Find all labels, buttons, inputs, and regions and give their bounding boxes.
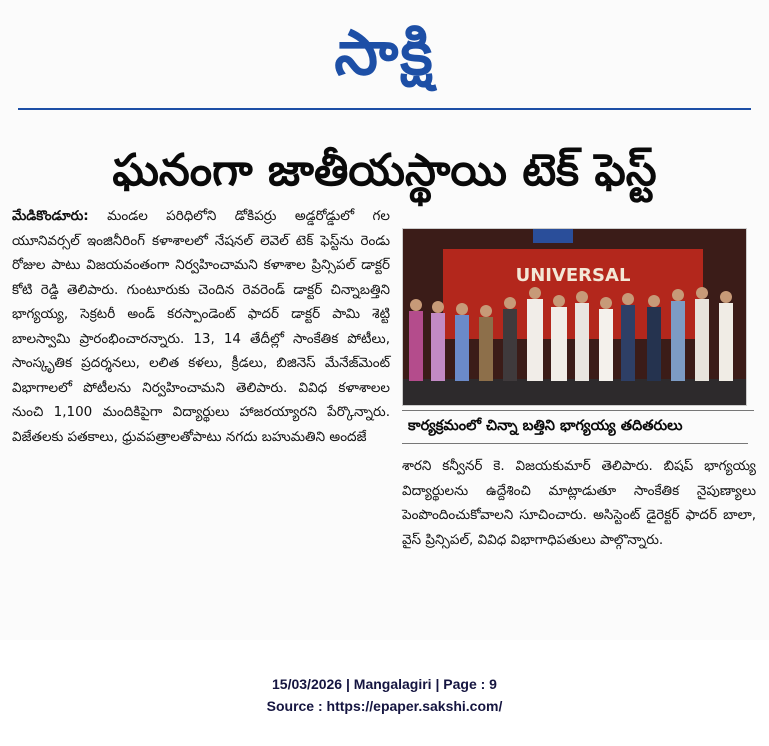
source-url-line: Source : https://epaper.sakshi.com/ bbox=[266, 698, 503, 714]
stage-banner-text: UNIVERSAL bbox=[515, 265, 631, 286]
article-body-lead: మండల పరిధిలోని డోకిపర్రు అడ్డరోడ్డులో గల యూనివర్సల్ ఇంజినీరింగ్ కళాశాలలో నేషనల్ లెవెల్ టెక్ ఫెస్ట్‌ను రెండు రోజుల పాటు విజయవంతంగా నిర్వహించామని కళాశాల ప్రిన్సిపల్ డాక్టర్ కోటి రెడ్డి తెలిపారు. గుంటూరుకు చెందిన రెవరెండ్ డాక్టర్ చిన్నాబత్తిని భాగ్యయ్య, సెక్రటరీ అండ్ కరస్పాండెంట్ ఫాదర్ డాక్టర్ పామి శెట్టి బాలస్వామి ప్రారంభించారన్నారు. 13, 14 తేదీల్లో సాంకేతిక పోటీలు, సాంస్కృతిక ప్రదర్శనలు, లలిత కళలు, క్రీడలు, బిజినెస్ మేనేజ్‌మెంట్ విభాగాలలో పోటీలను నిర్వహించామని తెలిపారు. వివిధ కళాశాలల నుంచి 1,100 మందికిపైగా విద్యార్థులు హాజరయ్యారని పేర్కొన్నారు. విజేతలకు పతకాలు, ధ్రువపత్రాలతోపాటు నగదు బహుమతిని అందజే bbox=[12, 208, 390, 445]
masthead bbox=[0, 8, 769, 98]
masthead-rule bbox=[18, 108, 751, 110]
masthead-logo: సాక్షి bbox=[334, 16, 435, 89]
source-date-line: 15/03/2026 | Mangalagiri | Page : 9 bbox=[272, 676, 497, 692]
article-body-continued: శారని కన్వీనర్ కె. విజయకుమార్ తెలిపారు. బిషప్ భాగ్యయ్య విద్యార్థులను ఉద్దేశించి మాట్లాడుతూ సాంకేతిక నైపుణ్యాలు పెంపొందించుకోవాలని సూచించారు. అసిస్టెంట్ డైరెక్టర్ ఫాదర్ బాలా, వైస్ ప్రిన్సిపల్, వివిధ విభాగాధిపతులు పాల్గొన్నారు. bbox=[402, 458, 756, 548]
photo-illustration bbox=[403, 229, 746, 405]
dateline: మేడికొండూరు: bbox=[12, 208, 89, 224]
event-photo bbox=[402, 228, 747, 406]
caption-rule bbox=[402, 443, 748, 444]
torn-edge bbox=[0, 632, 769, 642]
article-column-right bbox=[402, 454, 756, 552]
photo-caption: కార్యక్రమంలో చిన్నా బత్తిని భాగ్యయ్య తదితరులు bbox=[402, 410, 754, 443]
headline: ఘనంగా జాతీయస్థాయి టెక్ ఫెస్ట్ bbox=[112, 145, 657, 196]
article-column-left bbox=[12, 204, 390, 449]
